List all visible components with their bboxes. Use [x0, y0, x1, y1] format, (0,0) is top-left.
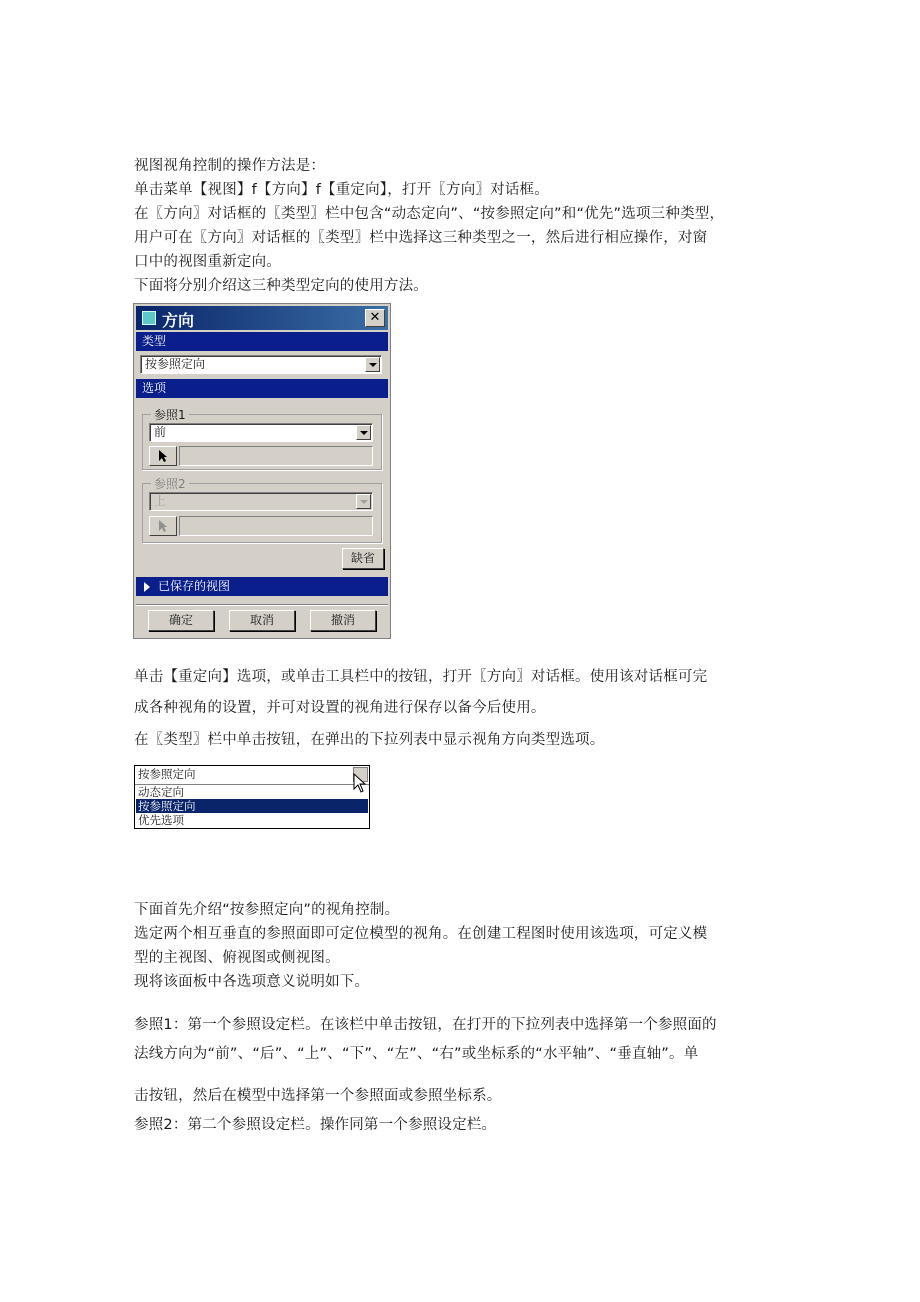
reference1-select[interactable] — [149, 423, 373, 442]
chevron-down-icon[interactable] — [356, 494, 371, 509]
options-section-header: 选项 — [136, 379, 388, 398]
divider — [136, 604, 388, 606]
cursor-arrow-icon — [158, 449, 168, 463]
paragraph-line: 现将该面板中各选项意义说明如下。 — [134, 974, 370, 990]
reference1-group — [142, 408, 382, 470]
reference1-pick-button[interactable] — [149, 446, 177, 466]
close-icon[interactable]: ✕ — [365, 309, 385, 327]
reference1-field[interactable] — [179, 446, 373, 466]
default-button[interactable]: 缺省 — [342, 548, 384, 569]
paragraph-line: 型的主视图、俯视图或侧视图。 — [134, 950, 340, 966]
dialog-app-icon — [142, 311, 156, 325]
paragraph-line: 下面将分别介绍这三种类型定向的使用方法。 — [134, 278, 428, 294]
paragraph-line: 在〖类型〗栏中单击按钮，在弹出的下拉列表中显示视角方向类型选项。 — [134, 732, 605, 748]
reference1-label: 参照1 — [151, 406, 189, 423]
type-dropdown[interactable] — [134, 765, 370, 829]
expand-arrow-icon — [144, 582, 150, 592]
chevron-down-icon[interactable] — [365, 357, 380, 372]
reference2-label: 参照2 — [151, 475, 189, 492]
dialog-title: 方向 — [162, 311, 195, 330]
type-select-value: 按参照定向 — [145, 357, 206, 371]
paragraph-line: 视图视角控制的操作方法是： — [134, 158, 326, 174]
paragraph-line: 选定两个相互垂直的参照面即可定位模型的视角。在创建工程图时使用该选项，可定义模 — [134, 926, 708, 942]
dropdown-option[interactable]: 动态定向 — [138, 785, 184, 799]
type-section-header: 类型 — [136, 332, 388, 351]
dialog-titlebar — [136, 306, 388, 330]
dropdown-option[interactable]: 优先选项 — [138, 813, 184, 827]
paragraph-line: 单击菜单【视图】f【方向】f【重定向】，打开〖方向〗对话框。 — [134, 182, 549, 198]
cursor-arrow-icon — [158, 519, 168, 533]
paragraph-line: 下面首先介绍“按参照定向”的视角控制。 — [134, 902, 400, 918]
saved-views-label: 已保存的视图 — [158, 579, 231, 593]
saved-views-section[interactable] — [136, 577, 388, 596]
reference1-value: 前 — [154, 425, 167, 439]
paragraph-line: 单击【重定向】选项，或单击工具栏中的按钮，打开〖方向〗对话框。使用该对话框可完 — [134, 669, 708, 685]
paragraph-line: 参照2：第二个参照设定栏。操作同第一个参照设定栏。 — [134, 1117, 497, 1133]
cancel-button[interactable]: 取消 — [229, 610, 295, 631]
reference2-pick-button[interactable] — [149, 516, 177, 536]
reference2-field[interactable] — [179, 516, 373, 536]
paragraph-line: 用户可在〖方向〗对话框的〖类型〗栏中选择这三种类型之一，然后进行相应操作，对窗 — [134, 230, 708, 246]
paragraph-line: 在〖方向〗对话框的〖类型〗栏中包含“动态定向”、“按参照定向”和“优先”选项三种类型， — [134, 206, 725, 222]
dropdown-current[interactable] — [135, 766, 369, 785]
undo-button[interactable]: 撤消 — [310, 610, 376, 631]
paragraph-line: 成各种视角的设置，并可对设置的视角进行保存以备今后使用。 — [134, 700, 546, 716]
reference2-select[interactable] — [149, 492, 373, 511]
paragraph-line: 口中的视图重新定向。 — [134, 254, 281, 270]
dropdown-option-selected[interactable]: 按参照定向 — [136, 799, 368, 813]
type-select[interactable] — [140, 355, 382, 374]
reference2-value: 上 — [154, 494, 167, 508]
paragraph-line: 法线方向为“前”、“后”、“上”、“下”、“左”、“右”或坐标系的“水平轴”、“垂直轴”。单 — [134, 1046, 699, 1062]
reference2-group — [142, 477, 382, 543]
paragraph-line: 击按钮，然后在模型中选择第一个参照面或参照坐标系。 — [134, 1088, 502, 1104]
dropdown-current-value: 按参照定向 — [138, 767, 196, 781]
orientation-dialog — [133, 303, 391, 639]
chevron-down-icon[interactable] — [356, 425, 371, 440]
ok-button[interactable]: 确定 — [148, 610, 214, 631]
paragraph-line: 参照1：第一个参照设定栏。在该栏中单击按钮，在打开的下拉列表中选择第一个参照面的 — [134, 1017, 717, 1033]
